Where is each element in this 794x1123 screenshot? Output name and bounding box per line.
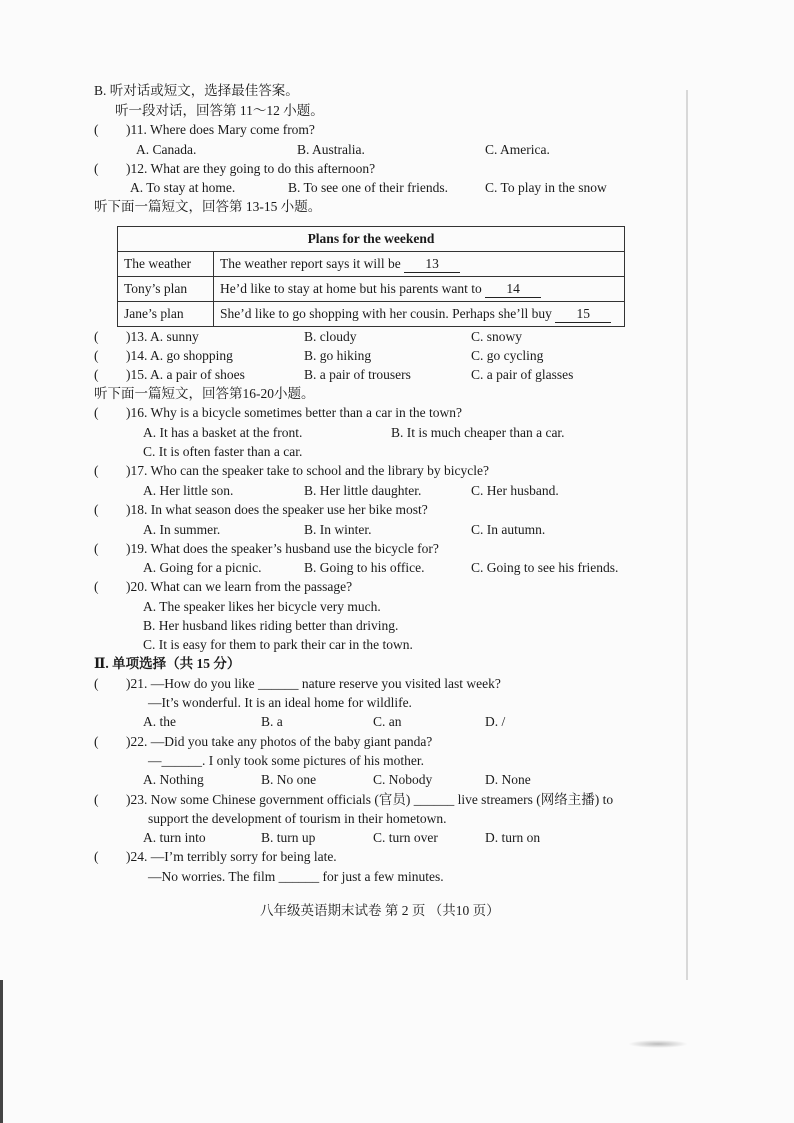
option-c: C. go cycling [471,348,544,363]
option-a: A. the [143,714,176,729]
plans-table [117,226,625,327]
answer-paren: ( [94,161,99,176]
question-stem: )15. A. a pair of shoes [126,367,245,382]
option-b: B. a [261,714,283,729]
row-text: He’d like to stay at home but his parents want to 14 [214,277,625,302]
row-label: Tony’s plan [118,277,214,302]
answer-paren: ( [94,734,99,749]
option-b: B. cloudy [304,329,357,344]
option-b: B. Australia. [297,142,365,157]
option-a: A. In summer. [143,522,221,537]
answer-paren: ( [94,792,99,807]
option-b: B. In winter. [304,522,372,537]
row-text: The weather report says it will be 13 [214,252,625,277]
answer-paren: ( [94,367,99,382]
table-row [118,277,625,302]
option-a: A. turn into [143,830,206,845]
option-c: C. America. [485,142,550,157]
option-b: B. No one [261,772,317,787]
option-a: A. Her little son. [143,483,234,498]
option-b: B. Going to his office. [304,560,425,575]
answer-paren: ( [94,849,99,864]
scan-artifact-edge [0,980,3,1123]
option-c: C. snowy [471,329,523,344]
option-c: C. It is often faster than a car. [143,444,303,459]
passage2-intro: 听下面一篇短文，回答第16-20小题。 [94,386,315,401]
answer-blank[interactable]: 14 [485,281,541,298]
table-title: Plans for the weekend [118,227,625,252]
question-stem: )11. Where does Mary come from? [126,122,315,137]
question-stem: )17. Who can the speaker take to school and the library by bicycle? [126,463,489,478]
option-c: C. To play in the snow [485,180,607,195]
answer-paren: ( [94,541,99,556]
option-b: B. a pair of trousers [304,367,411,382]
question-stem: )12. What are they going to do this afternoon? [126,161,376,176]
option-a: A. The speaker likes her bicycle very much. [143,599,381,614]
option-c: C. an [373,714,402,729]
passage1-intro: 听下面一篇短文，回答第 13-15 小题。 [94,199,322,214]
option-c: C. turn over [373,830,438,845]
option-b: B. turn up [261,830,316,845]
row-text: She’d like to go shopping with her cousin. Perhaps she’ll buy 15 [214,302,625,327]
question-stem: )19. What does the speaker’s husband use the bicycle for? [126,541,439,556]
answer-paren: ( [94,405,99,420]
question-line2: support the development of tourism in their hometown. [148,811,447,826]
option-c: C. a pair of glasses [471,367,574,382]
answer-paren: ( [94,122,99,137]
option-c: C. Going to see his friends. [471,560,619,575]
option-a: A. Going for a picnic. [143,560,262,575]
question-stem: )18. In what season does the speaker use her bike most? [126,502,428,517]
dialog-intro: 听一段对话，回答第 11～12 小题。 [115,103,324,118]
option-c: C. It is easy for them to park their car in the town. [143,637,413,652]
section-b-heading: B. 听对话或短文，选择最佳答案。 [94,83,299,98]
option-b: B. Her husband likes riding better than driving. [143,618,399,633]
option-b: B. To see one of their friends. [288,180,449,195]
answer-blank[interactable]: 15 [555,306,611,323]
question-line2: —It’s wonderful. It is an ideal home for wildlife. [148,695,412,710]
page-footer: 八年级英语期末试卷 第 2 页 （共10 页） [260,903,500,918]
scan-smudge [628,1040,688,1048]
row-label: The weather [118,252,214,277]
table-row [118,252,625,277]
question-stem: )20. What can we learn from the passage? [126,579,353,594]
question-stem: )16. Why is a bicycle sometimes better than a car in the town? [126,405,463,420]
scan-artifact-line [686,90,688,980]
option-b: B. It is much cheaper than a car. [391,425,565,440]
answer-paren: ( [94,463,99,478]
question-line2: —No worries. The film ______ for just a few minutes. [148,869,444,884]
option-c: C. In autumn. [471,522,546,537]
option-b: B. go hiking [304,348,372,363]
answer-blank[interactable]: 13 [404,256,460,273]
option-c: C. Her husband. [471,483,559,498]
question-stem: )13. A. sunny [126,329,199,344]
option-a: A. It has a basket at the front. [143,425,303,440]
option-a: A. Canada. [136,142,197,157]
question-line2: —______. I only took some pictures of his mother. [148,753,424,768]
option-a: A. To stay at home. [130,180,236,195]
answer-paren: ( [94,348,99,363]
option-c: C. Nobody [373,772,433,787]
answer-paren: ( [94,579,99,594]
option-d: D. None [485,772,531,787]
question-stem: )24. —I’m terribly sorry for being late. [126,849,337,864]
row-label: Jane’s plan [118,302,214,327]
question-stem: )21. —How do you like ______ nature reserve you visited last week? [126,676,501,691]
section-ii-heading: Ⅱ. 单项选择（共 15 分） [94,656,241,671]
option-d: D. turn on [485,830,541,845]
question-stem: )23. Now some Chinese government officials (官员) ______ live streamers (网络主播) to [126,792,614,807]
option-d: D. / [485,714,506,729]
question-stem: )14. A. go shopping [126,348,233,363]
option-b: B. Her little daughter. [304,483,422,498]
answer-paren: ( [94,329,99,344]
question-stem: )22. —Did you take any photos of the baby giant panda? [126,734,433,749]
answer-paren: ( [94,502,99,517]
answer-paren: ( [94,676,99,691]
option-a: A. Nothing [143,772,204,787]
table-row [118,302,625,327]
